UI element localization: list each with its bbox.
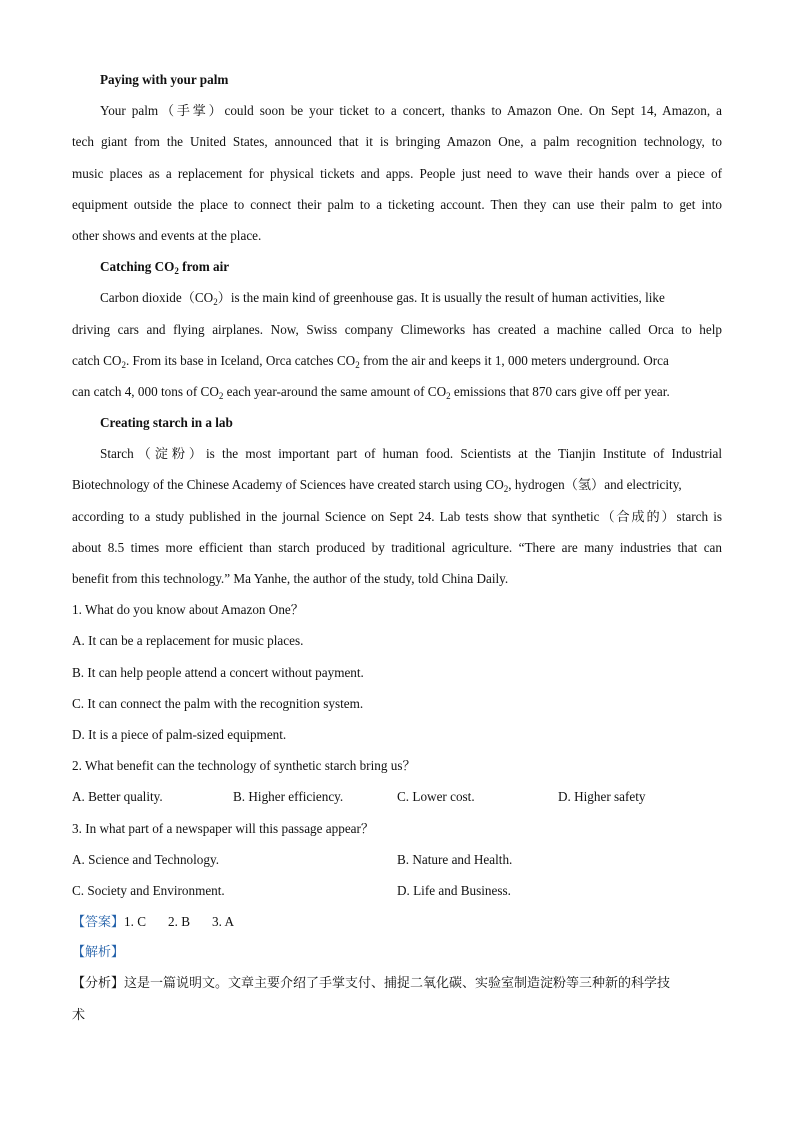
- paragraph-line: benefit from this technology.” Ma Yanhe, the author of the study, told China Daily.: [72, 571, 509, 586]
- paragraph-line: can catch 4, 000 tons of $CO_2$ each year-around the same amount of $CO_2$ emissions that 870 cars give off per year.: [72, 383, 670, 401]
- paragraph-line: Starch（淀粉）is the most important part of human food. Scientists at the Tianjin Institute of Industrial: [100, 446, 722, 462]
- question-options-row: [72, 875, 722, 906]
- question-stem: 2. What benefit can the technology of synthetic starch bring us？: [72, 758, 416, 774]
- paragraph-line: catch $CO_2$. From its base in Iceland, Orca catches $CO_2$ from the air and keeps it 1, 000 meters underground. Orca: [72, 352, 669, 370]
- question-option: B. Higher efficiency.: [233, 789, 344, 805]
- question-option: D. Life and Business.: [397, 882, 511, 898]
- question-option: A. Better quality.: [72, 789, 163, 805]
- paragraph-line: Your palm（手掌）could soon be your ticket to a concert, thanks to Amazon One. On Sept 14, Amazon, a: [100, 103, 722, 119]
- question-option: D. Higher safety: [558, 789, 646, 805]
- paragraph-line: Biotechnology of the Chinese Academy of Sciences have created starch using $CO_2$, hydrogen（氢）and electricity,: [72, 477, 682, 495]
- paragraph-line: tech giant from the United States, announced that it is bringing Amazon One, a palm recognition technology, to: [72, 134, 722, 150]
- question-option: B. Nature and Health.: [397, 851, 513, 867]
- paragraph-line: according to a study published in the journal Science on Sept 24. Lab tests show that synthetic（合成的）starch is: [72, 508, 722, 524]
- question-options-row: [72, 844, 722, 875]
- analysis-text: 术: [72, 1007, 86, 1023]
- paragraph-line: music places as a replacement for physical tickets and apps. People just need to wave their hands over a piece of: [72, 165, 722, 181]
- section-heading: Paying with your palm: [100, 72, 229, 87]
- paragraph-line: equipment outside the place to connect their palm to a ticketing account. Then they can use their palm to get into: [72, 196, 722, 212]
- analysis-sub-label: 【分析】: [72, 976, 125, 992]
- question-option: A. It can be a replacement for music places.: [72, 633, 304, 649]
- question-option: B. It can help people attend a concert without payment.: [72, 664, 364, 680]
- question-options-row: [72, 781, 722, 812]
- answer-item: 3. A: [211, 914, 234, 930]
- section-heading: Catching $CO_2$ from air: [100, 259, 230, 277]
- paragraph-line: other shows and events at the place.: [72, 227, 262, 243]
- paragraph-line: about 8.5 times more efficient than starch produced by traditional agriculture. “There are many industries that can: [72, 539, 722, 555]
- section-heading: Creating starch in a lab: [100, 415, 233, 431]
- question-option: A. Science and Technology.: [72, 851, 220, 867]
- answer-item: 2. B: [168, 914, 190, 930]
- answer-item: 1. C: [124, 914, 146, 930]
- analysis-label: 【解析】: [72, 945, 125, 961]
- answer-line: [72, 906, 722, 937]
- question-stem: 3. In what part of a newspaper will this passage appear？: [72, 820, 375, 836]
- paragraph-line: Carbon $dioxide(CO_2)is$ the main kind of greenhouse gas. It is usually the result of human activities, like: [100, 290, 665, 308]
- question-stem: 1. What do you know about Amazon One？: [72, 602, 304, 618]
- question-option: D. It is a piece of palm-sized equipment.: [72, 726, 287, 742]
- answer-label: 【答案】: [72, 915, 125, 931]
- question-option: C. Society and Environment.: [72, 882, 225, 898]
- paragraph-line: driving cars and flying airplanes. Now, Swiss company Climeworks has created a machine called Orca to help: [72, 321, 722, 337]
- question-option: C. Lower cost.: [397, 789, 475, 805]
- document-page: [72, 64, 722, 1031]
- question-option: C. It can connect the palm with the recognition system.: [72, 695, 364, 711]
- analysis-text: 【分析】这是一篇说明文。文章主要介绍了手掌支付、捕捉二氧化碳、实验室制造淀粉等三种新的科学技: [72, 976, 671, 992]
